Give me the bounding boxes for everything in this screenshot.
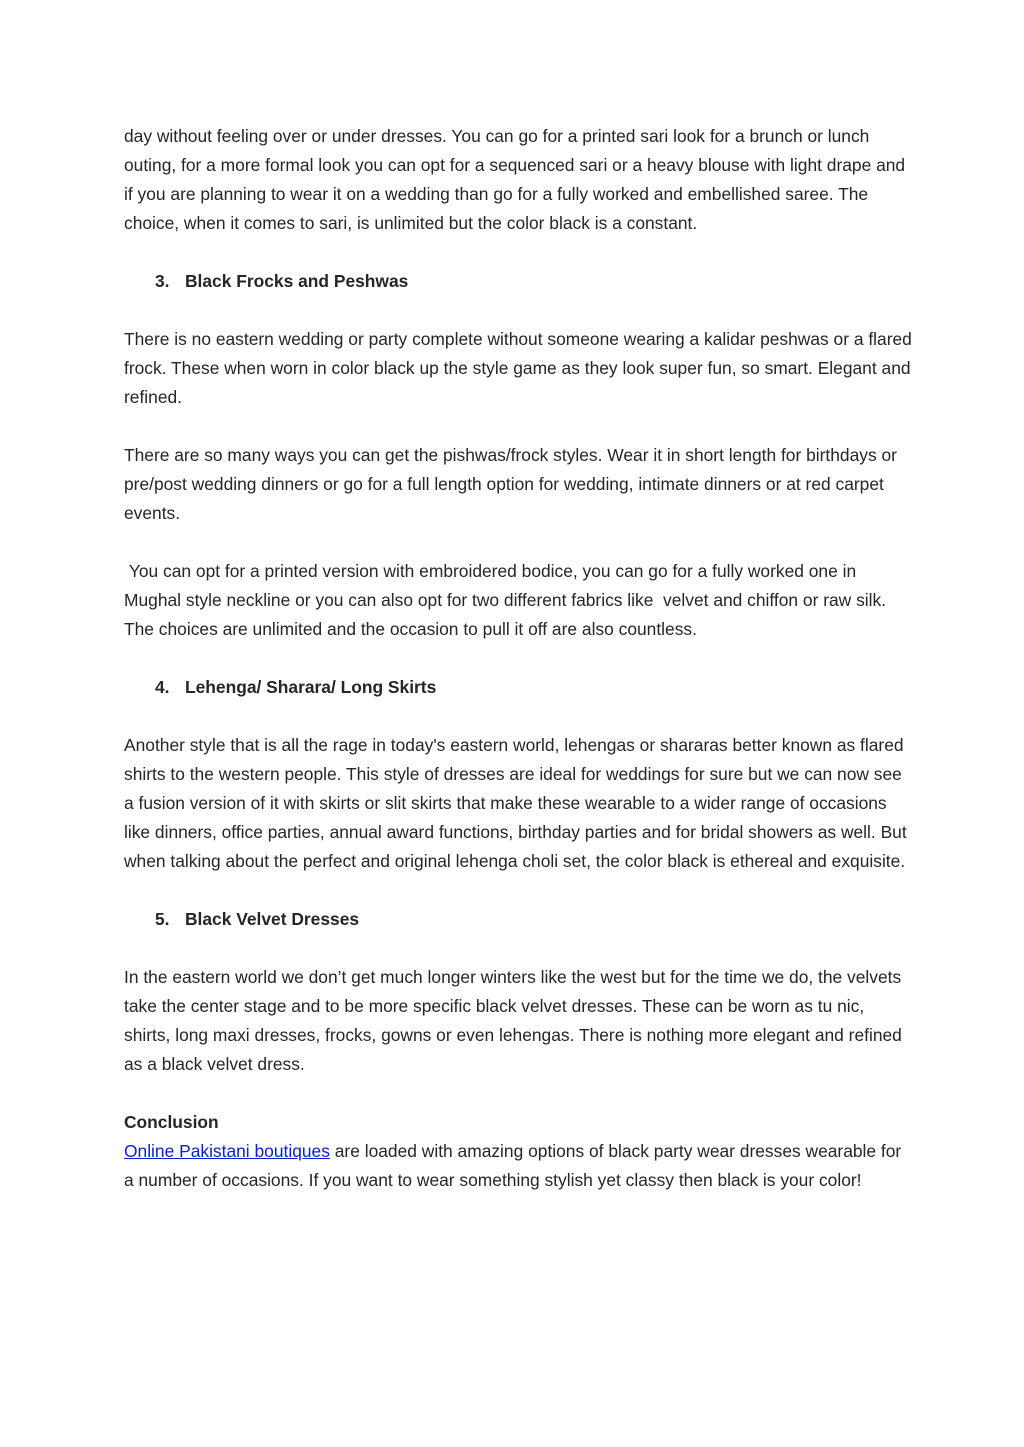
document-page <box>124 122 914 1224</box>
intro-paragraph: day without feeling over or under dresses. You can go for a printed sari look for a brunch or lunch outing, for a more formal look you can opt for a sequenced sari or a heavy blouse with light drape and if you are planning to wear it on a wedding than go for a fully worked and embellished saree. The choice, when it comes to sari, is unlimited but the color black is a constant. <box>124 126 906 233</box>
section-title: Black Frocks and Peshwas <box>185 271 409 291</box>
velvet-paragraph: In the eastern world we don’t get much longer winters like the west but for the time we do, the velvets take the center stage and to be more specific black velvet dresses. These can be worn as tu nic, shirts, long maxi dresses, frocks, gowns or even lehengas. There is nothing more elegant and refined as a black velvet dress. <box>124 967 902 1074</box>
online-boutiques-link[interactable]: Online Pakistani boutiques <box>124 1141 330 1161</box>
conclusion-text: are loaded with amazing options of black party wear dresses wearable for a number of occasions. If you want to wear something stylish yet classy then black is your color! <box>124 1141 902 1190</box>
lehenga-paragraph: Another style that is all the rage in today's eastern world, lehengas or shararas better known as flared shirts to the western people. This style of dresses are ideal for weddings for sure but we can now see a fusion version of it with skirts or slit skirts that make these wearable to a wider range of occasions like dinners, office parties, annual award functions, birthday parties and for bridal showers as well. But when talking about the perfect and original lehenga choli set, the color black is ethereal and exquisite. <box>124 735 907 871</box>
section-title: Lehenga/ Sharara/ Long Skirts <box>185 677 437 697</box>
section-title: Black Velvet Dresses <box>185 909 360 929</box>
conclusion-paragraph <box>124 1137 914 1195</box>
section-heading-lehenga <box>124 673 914 702</box>
frocks-paragraph-1: There is no eastern wedding or party complete without someone wearing a kalidar peshwas or a flared frock. These when worn in color black up the style game as they look super fun, so smart. Elegant and refined. <box>124 329 912 407</box>
section-heading-black-frocks <box>124 267 914 296</box>
section-heading-velvet <box>124 905 914 934</box>
frocks-paragraph-2: There are so many ways you can get the pishwas/frock styles. Wear it in short length for birthdays or pre/post wedding dinners or go for a full length option for wedding, intimate dinners or at red carpet events. <box>124 445 897 523</box>
frocks-paragraph-3: You can opt for a printed version with embroidered bodice, you can go for a fully worked one in Mughal style neckline or you can also opt for two different fabrics like velvet and chiffon or raw silk. The choices are unlimited and the occasion to pull it off are also countless. <box>124 561 891 639</box>
conclusion-heading: Conclusion <box>124 1112 219 1132</box>
section-number: 4. <box>155 677 170 697</box>
section-number: 5. <box>155 909 170 929</box>
section-number: 3. <box>155 271 170 291</box>
